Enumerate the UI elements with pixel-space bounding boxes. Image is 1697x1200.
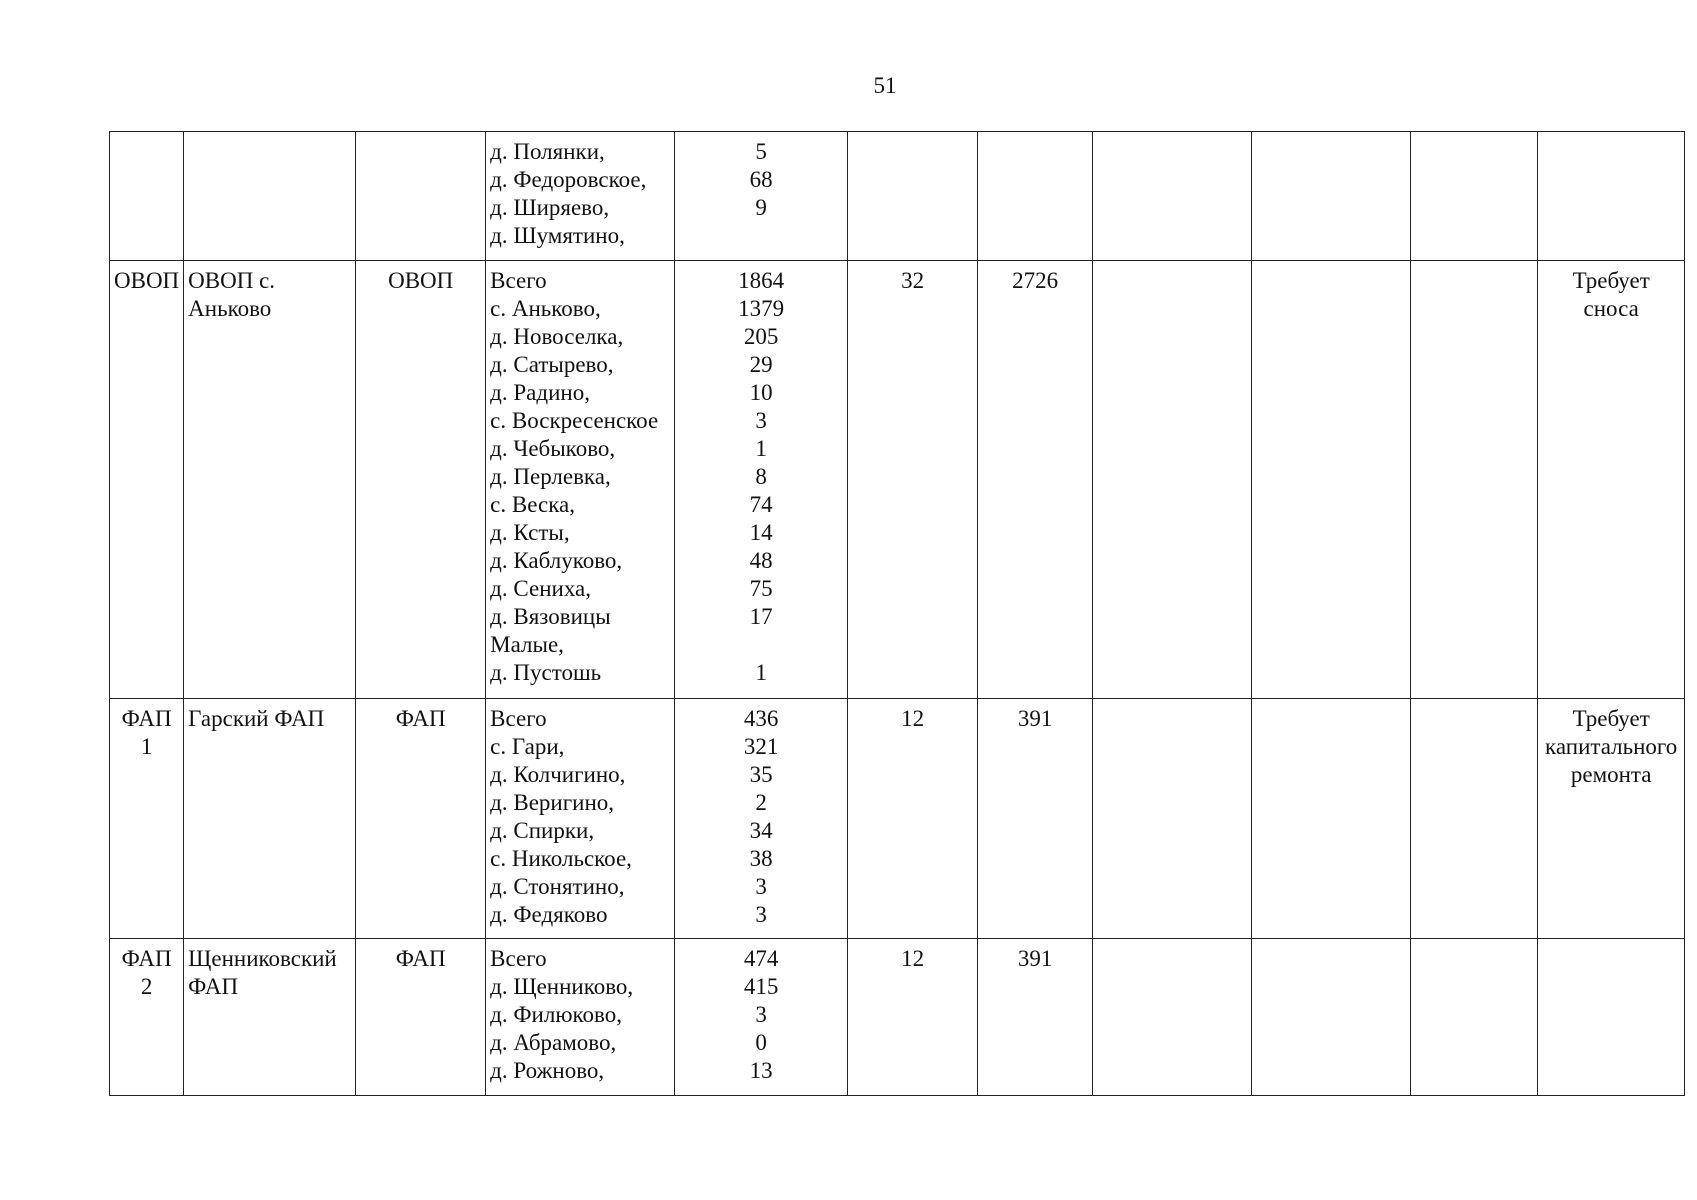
list-item: 1	[755, 436, 767, 461]
list-item: д. Ширяево,	[490, 195, 610, 220]
list-item: 17	[749, 604, 773, 629]
row-name: Гарский ФАП	[184, 699, 356, 939]
row-name	[184, 132, 356, 261]
list-item: с. Воскресенское	[490, 408, 659, 433]
list-item: 3	[755, 902, 767, 927]
list-item: 3	[755, 408, 767, 433]
empty-cell	[1252, 132, 1411, 261]
list-item: с. Никольское,	[490, 846, 632, 871]
list-item	[679, 631, 843, 659]
row-populations	[675, 939, 848, 1096]
empty-cell	[1252, 261, 1411, 699]
list-item: д. Федяково	[490, 902, 608, 927]
list-item: д. Каблуково,	[490, 548, 623, 573]
list-item: д. Спирки,	[490, 818, 595, 843]
empty-cell	[1093, 939, 1252, 1096]
row-populations	[675, 132, 848, 261]
list-item: 2	[755, 790, 767, 815]
row-code: ФАП 2	[110, 939, 184, 1096]
list-item: д. Ксты,	[490, 520, 570, 545]
list-item: 415	[743, 974, 779, 999]
empty-cell	[1411, 939, 1538, 1096]
list-item: 436	[743, 706, 779, 731]
row-places	[486, 261, 675, 699]
list-item	[679, 222, 843, 250]
list-item: с. Гари,	[490, 734, 565, 759]
row-note: Требует капитального ремонта	[1538, 699, 1685, 939]
list-item: д. Филюково,	[490, 1002, 622, 1027]
table-row	[110, 261, 1685, 699]
list-item: 29	[749, 352, 773, 377]
list-item: Всего	[490, 268, 547, 293]
list-item: 48	[749, 548, 773, 573]
list-item: 10	[749, 380, 773, 405]
list-item: д. Новоселка,	[490, 324, 624, 349]
row-staff	[848, 132, 978, 261]
row-type	[356, 132, 486, 261]
list-item: 34	[749, 818, 773, 843]
list-item: д. Вязовицы	[490, 604, 611, 629]
row-places	[486, 132, 675, 261]
row-type: ФАП	[356, 939, 486, 1096]
list-item: д. Пустошь	[490, 660, 602, 685]
list-item: д. Радино,	[490, 380, 590, 405]
list-item: д. Абрамово,	[490, 1030, 617, 1055]
table-row	[110, 699, 1685, 939]
empty-cell	[1252, 699, 1411, 939]
list-item: 1864	[738, 268, 785, 293]
row-populations	[675, 699, 848, 939]
list-item: д. Чебыково,	[490, 436, 616, 461]
list-item: д. Шумятино,	[490, 223, 625, 248]
list-item: 38	[749, 846, 773, 871]
list-item: 321	[743, 734, 779, 759]
list-item: д. Рожново,	[490, 1058, 605, 1083]
row-note	[1538, 939, 1685, 1096]
list-item: д. Перлевка,	[490, 464, 611, 489]
row-places	[486, 699, 675, 939]
page-number: 51	[873, 73, 897, 98]
table-body	[110, 132, 1685, 1096]
row-staff: 12	[848, 699, 978, 939]
table-row	[110, 132, 1685, 261]
list-item: 3	[755, 874, 767, 899]
row-populations	[675, 261, 848, 699]
empty-cell	[1093, 261, 1252, 699]
row-places	[486, 939, 675, 1096]
row-name: Щенниковский ФАП	[184, 939, 356, 1096]
list-item: 13	[749, 1058, 773, 1083]
list-item: 8	[755, 464, 767, 489]
list-item: д. Стонятино,	[490, 874, 625, 899]
row-staff: 32	[848, 261, 978, 699]
list-item: с. Веска,	[490, 492, 575, 517]
empty-cell	[1411, 132, 1538, 261]
list-item: Всего	[490, 946, 547, 971]
list-item: д. Сениха,	[490, 576, 591, 601]
row-area	[978, 132, 1093, 261]
row-note: Требует сноса	[1538, 261, 1685, 699]
row-area: 391	[978, 699, 1093, 939]
row-name: ОВОП с. Аньково	[184, 261, 356, 699]
list-item: д. Веригино,	[490, 790, 615, 815]
row-code	[110, 132, 184, 261]
list-item: 35	[749, 762, 773, 787]
list-item: д. Федоровское,	[490, 167, 647, 192]
list-item: 0	[755, 1030, 767, 1055]
list-item: Малые,	[490, 632, 564, 657]
row-area: 391	[978, 939, 1093, 1096]
empty-cell	[1411, 699, 1538, 939]
row-type: ФАП	[356, 699, 486, 939]
empty-cell	[1411, 261, 1538, 699]
list-item: 474	[743, 946, 779, 971]
list-item: 74	[749, 492, 773, 517]
list-item: 75	[749, 576, 773, 601]
list-item: д. Полянки,	[490, 139, 605, 164]
list-item: д. Сатырево,	[490, 352, 614, 377]
row-code: ФАП 1	[110, 699, 184, 939]
list-item: 1379	[738, 296, 785, 321]
list-item: 3	[755, 1002, 767, 1027]
empty-cell	[1093, 132, 1252, 261]
row-staff: 12	[848, 939, 978, 1096]
empty-cell	[1252, 939, 1411, 1096]
list-item: 68	[749, 167, 773, 192]
list-item: 14	[749, 520, 773, 545]
row-code: ОВОП	[110, 261, 184, 699]
row-note	[1538, 132, 1685, 261]
row-area: 2726	[978, 261, 1093, 699]
list-item: 1	[755, 660, 767, 685]
list-item: 5	[755, 139, 767, 164]
list-item: 205	[743, 324, 779, 349]
table-row	[110, 939, 1685, 1096]
row-type: ОВОП	[356, 261, 486, 699]
empty-cell	[1093, 699, 1252, 939]
list-item: д. Колчигино,	[490, 762, 626, 787]
list-item: д. Щенниково,	[490, 974, 634, 999]
list-item: 9	[755, 195, 767, 220]
list-item: Всего	[490, 706, 547, 731]
list-item: с. Аньково,	[490, 296, 601, 321]
facilities-table	[109, 131, 1685, 1096]
